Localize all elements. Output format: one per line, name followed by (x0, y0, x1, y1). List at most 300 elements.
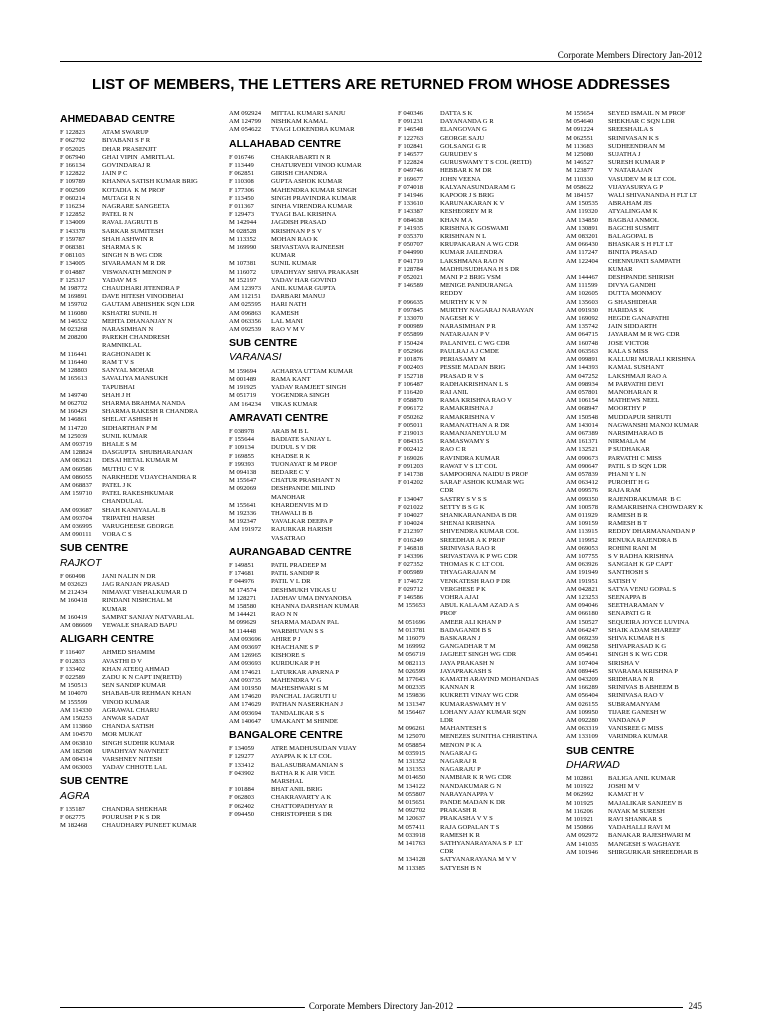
member-name: MUDDAPUR SHRUTI (608, 413, 672, 421)
membership-number: M 116072 (229, 268, 257, 276)
member-name: SUDHEENDRAN M (608, 142, 665, 150)
membership-number: M 160419 (60, 613, 88, 621)
member-name: BALASUBRAMANIAN S (271, 761, 344, 769)
member-name: LAKSHMAJI RAO A (608, 372, 667, 380)
member-name: SETTY B S G K (440, 503, 485, 511)
member-name: ATAM SWARUP (102, 129, 149, 137)
membership-number: F 104024 (398, 520, 424, 528)
member-entry (566, 430, 716, 438)
member-name: SUNIL KUMAR (102, 432, 148, 440)
member-name: SREEDHAR A K PROF (440, 536, 506, 544)
centre-heading: AMRAVATI CENTRE (229, 411, 329, 424)
membership-number: M 152197 (229, 276, 257, 284)
centre-heading: SUB CENTRE (566, 744, 635, 757)
member-name: SANYAL MOHAR (102, 367, 154, 375)
member-entry (398, 323, 564, 331)
membership-number: AM 101950 (229, 685, 262, 692)
member-name: DUTTA MONMOY (608, 290, 662, 298)
member-name-continued: CDR (440, 487, 454, 495)
membership-number: AM 056404 (566, 692, 599, 700)
member-name: SHENAI KRISHNA (440, 520, 496, 528)
member-name: YADAV HAR GOVIND (271, 276, 337, 284)
member-entry (398, 184, 564, 192)
member-name: BHAT ANIL BRIG (271, 786, 323, 794)
member-entry (398, 167, 564, 175)
member-entry (398, 660, 564, 668)
membership-number: F 125317 (60, 276, 86, 284)
member-entry (229, 126, 403, 134)
membership-number: M 150866 (566, 824, 594, 832)
membership-number: M 096261 (398, 725, 426, 733)
member-name: MADHUSUDHANA H S DR (440, 265, 520, 273)
membership-number: M 141763 (398, 840, 426, 848)
membership-number: F 149851 (229, 561, 255, 569)
member-name: NARSIMHARAO B (608, 429, 664, 437)
member-name: NARASIMHAN N (102, 326, 154, 334)
membership-number: M 104070 (60, 690, 88, 698)
member-name: KHANNA DARSHAN KUMAR (271, 602, 359, 610)
member-name: SINGH N B WG CDR (102, 252, 163, 260)
member-name: SASTRY S V S S (440, 495, 487, 503)
member-name: RAMAKRISHNA V (440, 413, 496, 421)
member-name: GHAI VIPIN AMRITLAL (102, 153, 175, 161)
membership-number: M 113385 (398, 864, 426, 872)
member-entry (398, 217, 564, 225)
membership-number: F 146589 (398, 282, 424, 290)
membership-number: AM 113860 (60, 723, 92, 731)
member-entry (398, 430, 564, 438)
member-name: GEORGE SAJU (440, 134, 485, 142)
member-entry (566, 200, 716, 208)
membership-number: M 116206 (566, 807, 594, 815)
member-name: RAMASWAMY S (440, 438, 490, 446)
member-entry (398, 249, 564, 257)
member-entry (566, 126, 716, 134)
member-name: SIVARAMAN M R DR (102, 260, 166, 268)
membership-number: AM 067389 (566, 429, 599, 437)
member-entry (566, 561, 716, 569)
member-entry (566, 414, 716, 422)
membership-number: F 143378 (60, 227, 86, 235)
membership-number: F 141935 (398, 224, 424, 232)
member-name: SATYA VENU GOPAL S (608, 585, 677, 593)
membership-number: AM 093697 (229, 643, 262, 651)
member-name: DESHPANDE MILIND (271, 485, 336, 493)
membership-number: AM 150548 (566, 413, 599, 421)
membership-number: F 122824 (398, 159, 424, 167)
member-name: RAVINDRA KUMAR (440, 454, 500, 462)
member-entry (398, 422, 564, 430)
membership-number: AM 025595 (229, 301, 262, 309)
member-entry (398, 118, 564, 126)
member-entry (229, 326, 403, 334)
member-entry (566, 594, 716, 602)
member-name: SRINIVASAN K S (608, 134, 659, 142)
member-entry (229, 376, 403, 384)
page-header (60, 50, 702, 64)
member-entry (566, 717, 716, 725)
member-entry (398, 299, 564, 307)
membership-number: AM 150527 (566, 618, 599, 626)
member-entry (60, 228, 220, 236)
membership-number: M 208200 (60, 334, 88, 342)
membership-number: F 052966 (398, 347, 424, 355)
member-entry (60, 707, 220, 715)
membership-number: F 055899 (398, 331, 424, 339)
membership-number: AM 069239 (566, 635, 599, 642)
membership-number: M 051696 (398, 618, 426, 626)
member-entry (398, 643, 564, 651)
membership-number: F 134005 (60, 260, 86, 268)
member-name: NAGRARE SANGEETA (102, 203, 170, 211)
membership-number: M 116079 (398, 635, 426, 642)
membership-number: F 084638 (398, 216, 424, 224)
member-name: ABRAHAM JIS (608, 200, 652, 208)
membership-number: F 116234 (60, 203, 85, 211)
member-name: SRINIVASA RAO R (440, 544, 496, 552)
membership-number: F 060498 (60, 572, 86, 580)
member-entry (566, 676, 716, 684)
membership-number: AM 069053 (566, 544, 599, 552)
member-entry (229, 619, 403, 627)
member-entry (566, 504, 716, 512)
membership-number: M 155653 (398, 602, 426, 610)
member-entry (398, 233, 564, 241)
membership-number: AM 143014 (566, 421, 599, 429)
member-entry (566, 389, 716, 397)
member-entry (566, 479, 716, 487)
membership-number: AM 117247 (566, 249, 598, 257)
member-name: YOGENDRA SINGH (271, 392, 330, 400)
member-entry (398, 824, 564, 832)
membership-number: M 212434 (60, 589, 88, 597)
membership-number: F 002403 (398, 364, 424, 372)
member-name: SAMPAT SANJAY NATVARLAL (102, 613, 194, 621)
membership-number: F 128784 (398, 265, 424, 273)
membership-number: F 068381 (60, 244, 86, 252)
member-name: SUBRAMANYAM (608, 700, 661, 708)
member-entry (398, 176, 564, 184)
member-entry (398, 840, 564, 848)
member-entry (398, 455, 564, 463)
member-name: POURUSH P K S DR (102, 814, 161, 822)
member-entry (566, 569, 716, 577)
membership-number: F 116420 (398, 388, 423, 396)
member-name: BADAGANDI B S (440, 626, 492, 634)
member-name: NAYAK M SURESH (608, 807, 665, 815)
member-name: BADIATE SANJAY L (271, 436, 331, 444)
membership-number: M 184157 (566, 192, 594, 200)
member-entry (398, 151, 564, 159)
member-name: SINGH SUDHIR KUMAR (102, 739, 175, 747)
membership-number: M 114720 (60, 424, 88, 432)
member-name: PATIL SANDIP R (271, 570, 320, 578)
member-entry (566, 176, 716, 184)
membership-number: AM 161371 (566, 438, 599, 446)
membership-number: M 155641 (229, 501, 257, 509)
member-name: SIRISHA V (608, 659, 640, 667)
member-entry (398, 832, 564, 840)
member-name: GOVINDARAJ R (102, 162, 151, 170)
membership-number: AM 063810 (60, 739, 93, 747)
membership-number: M 062702 (60, 399, 88, 407)
member-name: WALI SHIVANANDA H FLT LT (608, 192, 698, 200)
member-name: GANGADHAR T M (440, 643, 496, 651)
centre-heading: AURANGABAD CENTRE (229, 545, 352, 558)
membership-number: AM 174629 (229, 701, 262, 709)
membership-number: F 129473 (229, 211, 255, 219)
member-entry (398, 676, 564, 684)
membership-number: M 146861 (60, 416, 88, 424)
member-name: MITTAL KUMARI SANJU (271, 110, 346, 117)
membership-number: AM 111599 (566, 282, 598, 290)
membership-number: AM 063926 (566, 561, 599, 569)
member-name: MOR MUKAT (102, 731, 143, 739)
member-entry (229, 701, 403, 709)
member-name: GUPTA ASHOK KUMAR (271, 178, 343, 186)
member-entry (398, 586, 564, 594)
member-entry (229, 469, 403, 477)
membership-number: F 014887 (60, 268, 86, 276)
member-name: CHATTOPADHYAY R (271, 802, 333, 810)
member-entry (398, 225, 564, 233)
member-entry (398, 553, 564, 561)
membership-number: F 146577 (398, 151, 424, 159)
member-name: SRIVASTAVA RAJNEESH (271, 244, 344, 252)
membership-number: M 169990 (229, 244, 257, 252)
member-name: BIYABANI S F R (102, 137, 151, 145)
membership-number: F 011367 (229, 203, 254, 211)
member-name: ARAB M B L (271, 427, 309, 435)
member-name: SEQUEIRA JOYCE LUVINA (608, 618, 690, 626)
member-name: BAGCHI SUSMIT (608, 224, 660, 232)
membership-number: AM 166289 (566, 684, 599, 692)
member-name: RINDANI NISHCHAL M (102, 597, 173, 605)
member-entry (60, 589, 220, 597)
member-name: PRAKASHA V V S (440, 815, 493, 823)
member-name: P SUDHAKAR (608, 446, 650, 454)
membership-number: AM 109950 (566, 708, 599, 716)
member-entry (398, 619, 564, 627)
membership-number: AM 109159 (566, 520, 599, 528)
member-entry (229, 170, 403, 178)
member-name: MUTHU C V R (102, 465, 145, 473)
membership-number: M 191925 (229, 384, 257, 392)
membership-number: AM 119952 (566, 536, 598, 544)
member-name: VOHRA AJAI (440, 593, 479, 601)
member-entry (60, 466, 220, 474)
member-entry (566, 791, 716, 799)
member-name: SUNIL KUMAR (271, 260, 317, 268)
membership-number: F 049746 (398, 167, 424, 175)
member-name: KAMAL SUSHANT (608, 364, 664, 372)
member-name: JAG RANJAN PRASAD (102, 580, 170, 588)
member-name: SINGH PRAVINDRA KUMAR (271, 194, 357, 202)
membership-number: F 169677 (398, 175, 424, 183)
membership-number: F 091203 (398, 462, 424, 470)
membership-number: AM 068837 (60, 481, 93, 489)
member-entry (229, 461, 403, 469)
membership-number: F 133412 (229, 761, 255, 769)
membership-number: AM 099576 (566, 487, 599, 495)
member-entry (229, 187, 403, 195)
member-name: PALANIVEL C WG CDR (440, 339, 510, 347)
member-entry (566, 520, 716, 528)
membership-number: AM 057801 (566, 388, 599, 396)
member-name: ROHINI RANI M (608, 544, 657, 552)
member-entry (229, 269, 403, 277)
membership-number: AM 123973 (229, 285, 262, 293)
membership-number: AM 104570 (60, 731, 93, 739)
membership-number: AM 086055 (60, 473, 93, 481)
member-entry (60, 822, 220, 830)
membership-number: F 169855 (229, 452, 255, 460)
member-name: KISHORE S (271, 652, 305, 660)
member-name: G SHASHIDHAR (608, 298, 657, 306)
member-entry (229, 392, 403, 400)
member-entry (398, 241, 564, 249)
member-name: KSHATRI SUNIL H (102, 309, 158, 317)
member-entry (566, 668, 716, 676)
member-name: GOLSANGI G R (440, 142, 487, 150)
membership-number: M 155599 (60, 698, 88, 706)
member-entry (566, 241, 716, 249)
member-name: KESHEOREY M R (440, 208, 493, 216)
membership-number: M 156467 (398, 708, 426, 716)
member-entry (398, 208, 564, 216)
member-entry (566, 249, 716, 257)
member-name: SEYED ISMAIL N M PROF (608, 110, 686, 117)
membership-number: M 113352 (229, 235, 257, 243)
member-name: SANGIAH K GP CAPT (608, 561, 673, 569)
member-name: JADHAV UMA DNYANOBA (271, 594, 352, 602)
member-name: RAO C R (440, 446, 467, 454)
member-entry (60, 699, 220, 707)
membership-number: M 062551 (566, 134, 594, 142)
subcentre-name: AGRA (60, 789, 90, 802)
member-entry (398, 807, 564, 815)
membership-number: F 097845 (398, 306, 424, 314)
member-entry (398, 200, 564, 208)
member-entry (60, 310, 220, 318)
membership-number: F 109134 (229, 444, 255, 452)
membership-number: F 084315 (398, 438, 424, 446)
member-entry (229, 428, 403, 436)
member-name: SRIVASTAVA K P WG CDR (440, 552, 518, 560)
member-name: KAMATH ARAVIND MOHANDAS (440, 676, 539, 684)
member-name: RADHAKRISHNAN L S (440, 380, 509, 388)
member-name: RAJURKAR HARISH (271, 526, 333, 534)
member-name: MAHENDRA KUMAR SINGH (271, 186, 357, 194)
member-entry (566, 635, 716, 643)
member-name: YEWALE SHARAD BAPU (102, 621, 178, 629)
member-name: RAMESH K R (440, 831, 480, 839)
membership-number: F 081103 (60, 252, 85, 260)
membership-number: M 001489 (229, 375, 257, 383)
member-entry (229, 368, 403, 376)
membership-number: AM 113915 (566, 528, 598, 536)
membership-number: AM 140647 (229, 717, 262, 725)
footer-text: Corporate Members Directory Jan-2012 (305, 1001, 457, 1011)
member-entry (60, 236, 220, 244)
member-name: NIMAVAT VISHALKUMAR D (102, 589, 188, 597)
member-name: TYAGI BAL KRISHNA (271, 211, 337, 219)
member-entry (398, 471, 564, 479)
member-entry (60, 351, 220, 359)
member-entry (60, 326, 220, 334)
member-name: VARUGHEESE GEORGE (102, 522, 174, 530)
membership-number: M 116441 (60, 350, 88, 358)
membership-number: M 056719 (398, 651, 426, 659)
membership-number: F 104027 (398, 511, 424, 519)
member-name-continued: LDR (440, 717, 454, 725)
membership-number: M 114448 (229, 627, 257, 635)
member-entry (566, 537, 716, 545)
member-name: PATIL V L DR (271, 578, 311, 586)
member-name: SIVARAMA KRISHNA P (608, 667, 678, 675)
member-name: JAGJEET SINGH WG CDR (440, 651, 517, 659)
member-name-continued: TAPUBHAI (102, 383, 135, 391)
member-entry (60, 187, 220, 195)
member-entry (60, 293, 220, 301)
member-name-continued: RAMNIKLAL (102, 342, 142, 350)
member-entry (398, 733, 564, 741)
member-entry (566, 323, 716, 331)
member-name: MURTHY K V N (440, 298, 487, 306)
membership-number: AM 164234 (229, 400, 262, 408)
membership-number: AM 043209 (566, 676, 599, 684)
member-name: GURUSWAMY T S COL (RETD) (440, 159, 532, 167)
member-name: SRINIVAS B ABHEEM B (608, 684, 679, 692)
member-entry (566, 159, 716, 167)
column-2 (229, 110, 403, 819)
member-name: SHEKHAR C SQN LDR (608, 118, 675, 126)
membership-number: AM 083621 (60, 457, 93, 465)
membership-number: AM 093735 (229, 676, 262, 684)
column-3 (398, 110, 564, 873)
membership-number: AM 191972 (229, 526, 262, 534)
member-entry (60, 731, 220, 739)
membership-number: AM 099891 (566, 356, 599, 364)
membership-number: AM 098934 (566, 380, 599, 388)
member-name: SRIDHARA N R (608, 676, 654, 684)
member-entry (566, 643, 716, 651)
membership-number: AM 101946 (566, 848, 599, 856)
member-entry (60, 334, 220, 342)
member-name: KAMAT H V (608, 791, 645, 799)
membership-number: AM 054622 (229, 126, 262, 134)
membership-number: M 116440 (60, 358, 88, 366)
member-name: BALIGA ANIL KUMAR (608, 775, 676, 783)
membership-number: M 159694 (229, 367, 257, 375)
member-name: SHARMA RAKESH R CHANDRA (102, 408, 199, 416)
membership-number: F 101876 (398, 356, 424, 364)
membership-number: M 094138 (229, 468, 257, 476)
member-entry (566, 610, 716, 618)
member-name: VENKATESH RAO P DR (440, 577, 511, 585)
member-name: SATHYANARAYANA S P LT (440, 840, 523, 848)
member-name: JOSHI M V (608, 783, 640, 791)
membership-number: AM 057839 (566, 470, 599, 478)
member-name: VERGHESE P K (440, 585, 486, 593)
member-entry (566, 217, 716, 225)
membership-number: M 099629 (229, 619, 257, 627)
member-name: KAMESH (271, 309, 299, 317)
member-entry (60, 449, 220, 457)
member-name: JAYAPRAKASH S (440, 667, 492, 675)
member-name: NISHKAM KAMAL (271, 118, 328, 126)
member-name-continued: CHANDULAL (102, 498, 144, 506)
